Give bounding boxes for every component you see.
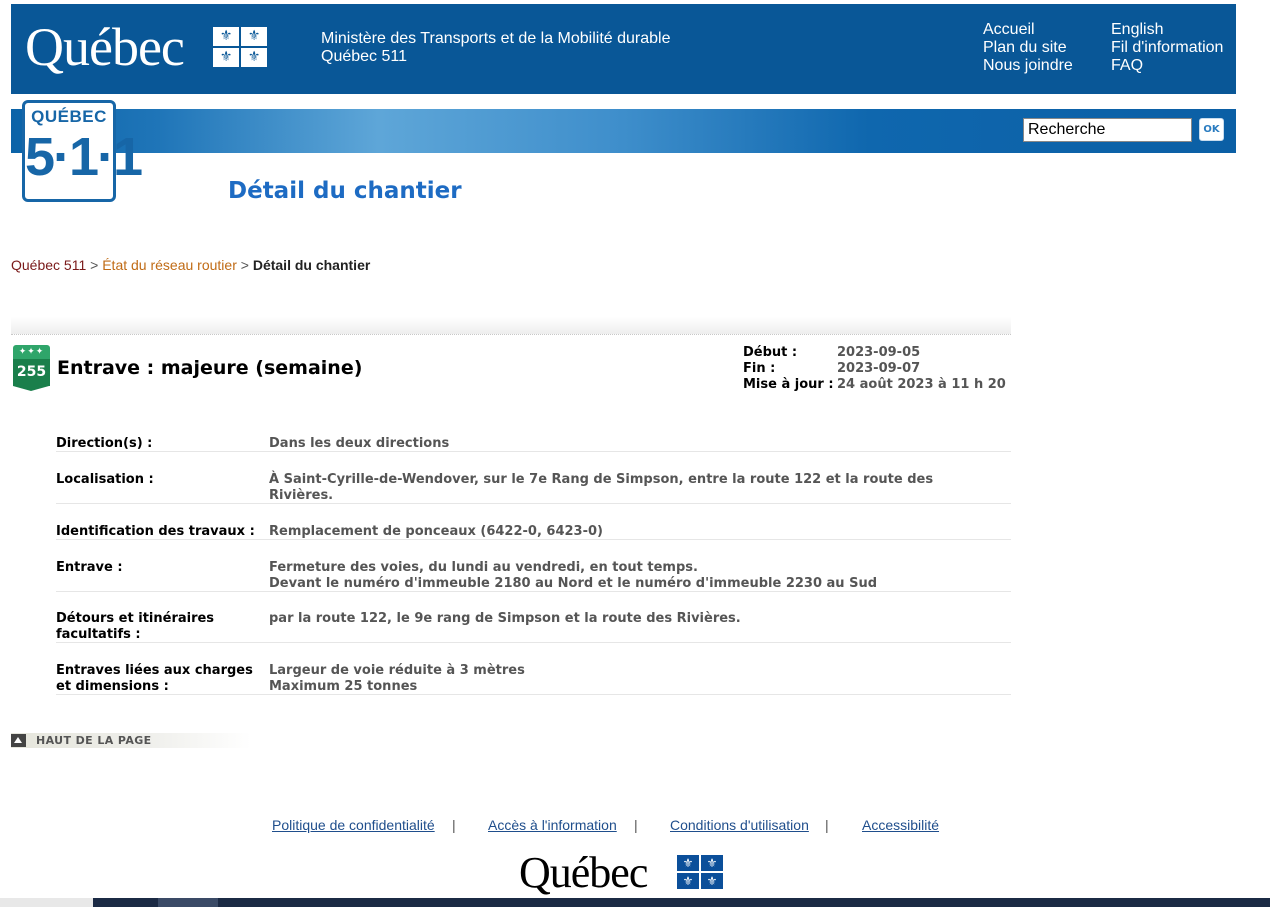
breadcrumb-separator: > — [240, 257, 249, 273]
fleur-de-lis-icon: ⚜ — [701, 873, 723, 889]
route-shield-icon — [13, 345, 50, 391]
taskbar-app-button[interactable] — [158, 898, 218, 907]
identification-value: Remplacement de ponceaux (6422-0, 6423-0) — [269, 524, 603, 539]
detours-label: Détours et itinéraires facultatifs : — [56, 611, 215, 642]
link-accueil[interactable]: Accueil — [983, 21, 1035, 38]
fleur-de-lis-icon: ⚜ — [241, 27, 267, 46]
route-shield-stars: ✦✦✦ — [13, 345, 50, 359]
government-header — [11, 4, 1236, 94]
direction-label: Direction(s) : — [56, 436, 153, 451]
breadcrumb-separator: > — [90, 257, 99, 273]
entrave-title: Entrave : majeure (semaine) — [57, 357, 363, 379]
info-row-detours — [56, 611, 1011, 643]
identification-label: Identification des travaux : — [56, 524, 255, 539]
footer-link-confidentialite[interactable]: Politique de confidentialité — [272, 817, 435, 833]
card-top-divider — [11, 317, 1011, 335]
quebec511-logo[interactable] — [22, 100, 142, 202]
header-links-col-1 — [983, 21, 1073, 75]
back-to-top-label: HAUT DE LA PAGE — [36, 734, 152, 747]
breadcrumb-quebec511[interactable]: Québec 511 — [11, 257, 87, 273]
date-labels — [743, 345, 834, 393]
footer-separator: | — [825, 817, 829, 833]
mise-a-jour-label: Mise à jour : — [743, 377, 834, 392]
fleur-de-lis-icon: ⚜ — [241, 48, 267, 67]
link-nous-joindre[interactable]: Nous joindre — [983, 57, 1073, 74]
footer-link-acces-information[interactable]: Accès à l'information — [488, 817, 617, 833]
header-links-col-2 — [1111, 21, 1223, 75]
direction-value: Dans les deux directions — [269, 436, 450, 451]
debut-value: 2023-09-05 — [837, 345, 921, 360]
route-shield-tip — [13, 386, 49, 391]
mise-a-jour-value-wrap — [837, 377, 1006, 393]
quebec-wordmark-logo[interactable]: Québec — [25, 17, 184, 77]
fleur-de-lis-icon: ⚜ — [677, 873, 699, 889]
info-row-localisation — [56, 472, 1011, 504]
taskbar-search-area[interactable] — [0, 898, 93, 907]
footer-quebec-flag-icon — [677, 855, 723, 889]
logo-quebec-text: QUÉBEC — [31, 107, 107, 126]
date-values — [837, 345, 920, 377]
debut-label: Début : — [743, 345, 798, 360]
fleur-de-lis-icon: ⚜ — [701, 855, 723, 871]
info-row-identification — [56, 524, 1011, 540]
os-taskbar — [0, 898, 1270, 907]
ministry-line-1: Ministère des Transports et de la Mobilité durable — [321, 30, 671, 47]
search-input[interactable] — [1023, 118, 1192, 142]
localisation-value: À Saint-Cyrille-de-Wendover, sur le 7e Rang de Simpson, entre la route 122 et la route des Rivières. — [269, 472, 934, 503]
footer-quebec-wordmark: Québec — [519, 848, 648, 897]
quebec-flag-icon — [213, 27, 267, 67]
breadcrumb-etat-reseau[interactable]: État du réseau routier — [102, 257, 237, 273]
fleur-de-lis-icon: ⚜ — [213, 27, 239, 46]
link-plan-du-site[interactable]: Plan du site — [983, 39, 1067, 56]
charges-value-line-2: Maximum 25 tonnes — [269, 679, 418, 694]
charges-label: Entraves liées aux charges et dimensions : — [56, 663, 253, 694]
fin-value: 2023-09-07 — [837, 361, 921, 376]
link-fil-information[interactable]: Fil d'information — [1111, 39, 1224, 56]
ministry-name — [321, 30, 671, 66]
detours-value: par la route 122, le 9e rang de Simpson et la route des Rivières. — [269, 611, 741, 626]
search-ok-button[interactable]: OK — [1199, 118, 1224, 141]
fleur-de-lis-icon: ⚜ — [213, 48, 239, 67]
info-row-charges — [56, 663, 1011, 695]
page-title: Détail du chantier — [228, 178, 462, 204]
entrave-value-line-1: Fermeture des voies, du lundi au vendredi, en tout temps. — [269, 560, 698, 575]
charges-value — [269, 663, 969, 695]
entrave-value-line-2: Devant le numéro d'immeuble 2180 au Nord et le numéro d'immeuble 2230 au Sud — [269, 576, 878, 591]
back-to-top-link[interactable] — [11, 733, 251, 748]
charges-value-line-1: Largeur de voie réduite à 3 mètres — [269, 663, 525, 678]
localisation-label: Localisation : — [56, 472, 154, 487]
info-row-entrave — [56, 560, 1011, 592]
entrave-value — [269, 560, 969, 592]
footer-separator: | — [634, 817, 638, 833]
fin-label: Fin : — [743, 361, 776, 376]
ministry-line-2: Québec 511 — [321, 48, 407, 65]
arrow-up-icon — [11, 734, 26, 747]
breadcrumb — [11, 257, 370, 273]
arrow-up-triangle — [14, 737, 22, 743]
info-row-direction — [56, 436, 1011, 452]
footer-separator: | — [452, 817, 456, 833]
fleur-de-lis-icon: ⚜ — [677, 855, 699, 871]
link-faq[interactable]: FAQ — [1111, 57, 1144, 74]
mise-a-jour-value: 24 août 2023 à 11 h 20 — [837, 377, 1006, 392]
route-number: 255 — [13, 359, 50, 386]
link-english[interactable]: English — [1111, 21, 1164, 38]
entrave-label: Entrave : — [56, 560, 123, 575]
footer-link-conditions[interactable]: Conditions d'utilisation — [670, 817, 809, 833]
footer-link-accessibilite[interactable]: Accessibilité — [862, 817, 940, 833]
breadcrumb-current: Détail du chantier — [252, 257, 371, 273]
logo-511-text: 5·1·1 — [25, 127, 142, 187]
